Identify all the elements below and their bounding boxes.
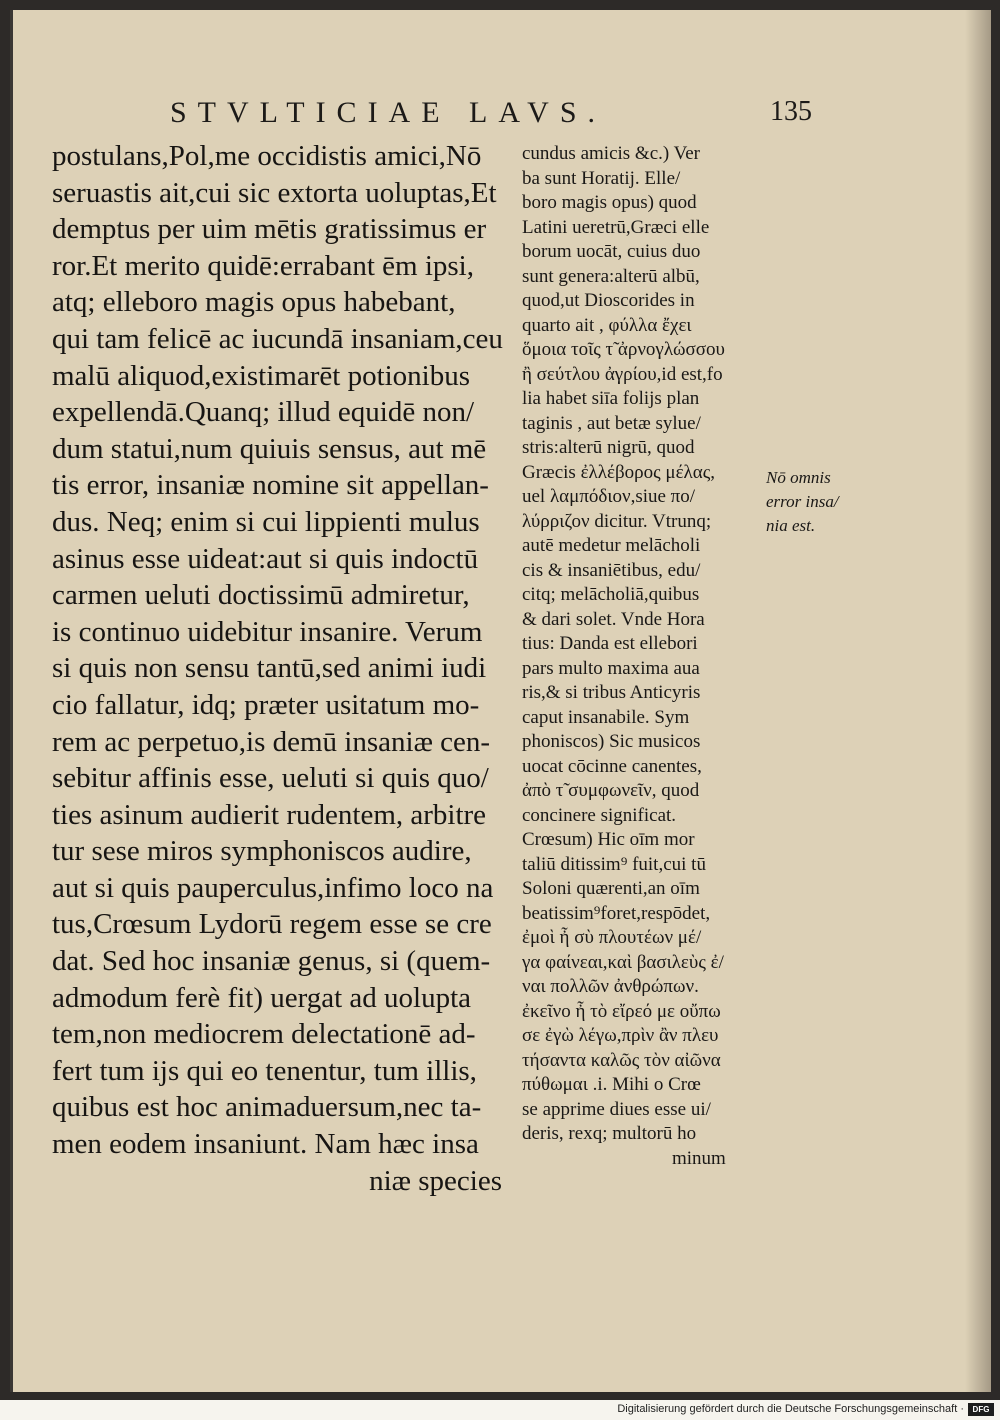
funding-credit: Digitalisierung gefördert durch die Deutsche Forschungsgemeinschaft · [617, 1403, 964, 1415]
main-text-line: cio fallatur, idq; præter usitatum mo- [52, 688, 480, 721]
main-text-line: ror.Et merito quidē:errabant ēm ipsi, [52, 249, 474, 282]
running-head: STVLTICIAE LAVS. [170, 96, 607, 129]
main-text-line: dus. Neq; enim si cui lippienti mulus [52, 505, 480, 538]
main-text-line: seruastis ait,cui sic extorta uoluptas,Et [52, 176, 497, 209]
main-text-line: atq; elleboro magis opus habebant, [52, 286, 456, 319]
gloss-line: sunt genera:alterū albū, [522, 265, 700, 287]
gloss-line: beatissim⁹foret,respōdet, [522, 902, 711, 924]
gloss-line: ἀπὸ τ̃ συμφωνεῖν, quod [522, 780, 700, 801]
gloss-line: autē medetur melācholi [522, 535, 701, 556]
main-text-line: asinus esse uideat:aut si quis indoctū [52, 542, 479, 575]
gloss-line: cis & insaniētibus, edu/ [522, 559, 701, 581]
main-text-line: tis error, insaniæ nomine sit appellan- [52, 469, 489, 502]
gloss-line: ὅμοια τοῖς τ̃ ἀρνογλώσσου [522, 339, 725, 360]
gloss-line: Græcis ἐλλέβορος μέλας, [522, 461, 715, 483]
gloss-line: cundus amicis &c.) Ver [522, 143, 700, 164]
gloss-line: Latini ueretrū,Græci elle [522, 216, 710, 238]
gloss-line: ἐκεῖνο ἦ τὸ εἴρεό με οὔπω [522, 1000, 721, 1022]
main-text-line: admodum ferè fit) uergat ad uolupta [52, 981, 472, 1014]
main-text-line: qui tam felicē ac iucundā insaniam,ceu [52, 322, 503, 355]
main-text-line: expellendā.Quanq; illud equidē non/ [52, 396, 475, 429]
dfg-logo: DFG [968, 1403, 994, 1416]
gloss-line: se apprime diues esse ui/ [522, 1098, 711, 1120]
gloss-line: caput insanabile. Sym [522, 706, 690, 728]
gloss-line: πύθωμαι .i. Mihi o Crœ [522, 1074, 701, 1095]
gloss-line: ba sunt Horatij. Elle/ [522, 167, 681, 189]
main-text-line: rem ac perpetuo,is demū insaniæ cen- [52, 725, 491, 758]
main-text-line: sebitur affinis esse, ueluti si quis quo/ [52, 762, 489, 795]
gloss-line: Soloni quærenti,an oīm [522, 878, 700, 899]
gloss-line: & dari solet. Vnde Hora [522, 608, 705, 630]
marginal-note [766, 466, 876, 538]
gloss-line: σε ἐγὼ λέγω,πρὶν ἂν πλευ [522, 1025, 719, 1046]
gloss-line: taginis , aut betæ sylue/ [522, 412, 701, 434]
gloss-line: γα φαίνεαι,καὶ βασιλεὺς ἐ/ [522, 951, 724, 973]
main-text-line: tus,Crœsum Lydorū regem esse se cre [52, 908, 492, 941]
main-text-line: demptus per uim mētis gratissimus er [52, 213, 487, 246]
gloss-line: taliū ditissim⁹ fuit,cui tū [522, 853, 706, 875]
gloss-line: ris,& si tribus Anticyris [522, 682, 701, 703]
main-text-line: is continuo uidebitur insanire. Verum [52, 615, 483, 648]
gloss-line: uel λαμπόδιον,siue πο/ [522, 486, 696, 507]
gloss-line: ἐμοὶ ἦ σὺ πλουτέων μέ/ [522, 927, 702, 948]
gloss-line: Crœsum) Hic oīm mor [522, 829, 695, 850]
gloss-line: ναι πολλῶν ἀνθρώπων. [522, 976, 699, 997]
main-text-line: dat. Sed hoc insaniæ genus, si (quem- [52, 945, 491, 978]
main-text-line: tem,non mediocrem delectationē ad- [52, 1018, 476, 1051]
main-text-line: fert tum ijs qui eo tenentur, tum illis, [52, 1054, 477, 1087]
main-text-line: quibus est hoc animaduersum,nec ta- [52, 1091, 482, 1124]
gloss-line: borum uocāt, cuius duo [522, 241, 701, 262]
page-number: 135 [770, 96, 812, 127]
main-text-line: men eodem insaniunt. Nam hæc insa [52, 1128, 479, 1161]
side-note-line: error insa/ [766, 492, 839, 511]
gloss-line: tius: Danda est ellebori [522, 633, 698, 654]
main-text-line: carmen ueluti doctissimū admiretur, [52, 579, 470, 612]
gloss-column [522, 142, 760, 1171]
gloss-line: uocat cōcinne canentes, [522, 755, 702, 777]
main-text-line: tur sese miros symphoniscos audire, [52, 835, 472, 868]
gloss-line: pars multo maxima aua [522, 657, 700, 679]
gloss-line: ἢ σεύτλου ἀγρίου,id est,fo [522, 363, 723, 385]
gloss-line: minum [672, 1147, 726, 1169]
gloss-line: deris, rexq; multorū ho [522, 1123, 697, 1144]
gloss-line: lia habet siīa folijs plan [522, 388, 700, 409]
gloss-line: citq; melācholiā,quibus [522, 584, 700, 605]
main-text-line: aut si quis pauperculus,infimo loco na [52, 871, 494, 904]
gloss-line: quod,ut Dioscorides in [522, 290, 695, 311]
gloss-line: τήσαντα καλῶς τὸν αἰῶνα [522, 1049, 721, 1071]
gloss-line: quarto ait , φύλλα ἔχει [522, 314, 692, 336]
main-text-line: ties asinum audierit rudentem, arbitre [52, 798, 487, 831]
gloss-line: phoniscos) Sic musicos [522, 731, 701, 752]
side-note-line: nia est. [766, 516, 816, 535]
main-text-line: malū aliquod,existimarēt potionibus [52, 359, 471, 392]
main-text-line: postulans,Pol,me occidistis amici,Nō [52, 140, 482, 172]
gloss-line: λύρριζον dicitur. Vtrunq; [522, 510, 712, 532]
main-text-line: si quis non sensu tantū,sed animi iudi [52, 652, 487, 685]
gloss-line: stris:alterū nigrū, quod [522, 437, 695, 458]
digitization-footer [0, 1400, 1000, 1420]
side-note-line: Nō omnis [766, 468, 831, 487]
main-text-column [52, 138, 514, 1199]
gloss-line: concinere significat. [522, 804, 677, 826]
gloss-line: boro magis opus) quod [522, 192, 697, 213]
main-text-line: niæ species [369, 1164, 502, 1197]
main-text-line: dum statui,num quiuis sensus, aut mē [52, 432, 487, 465]
